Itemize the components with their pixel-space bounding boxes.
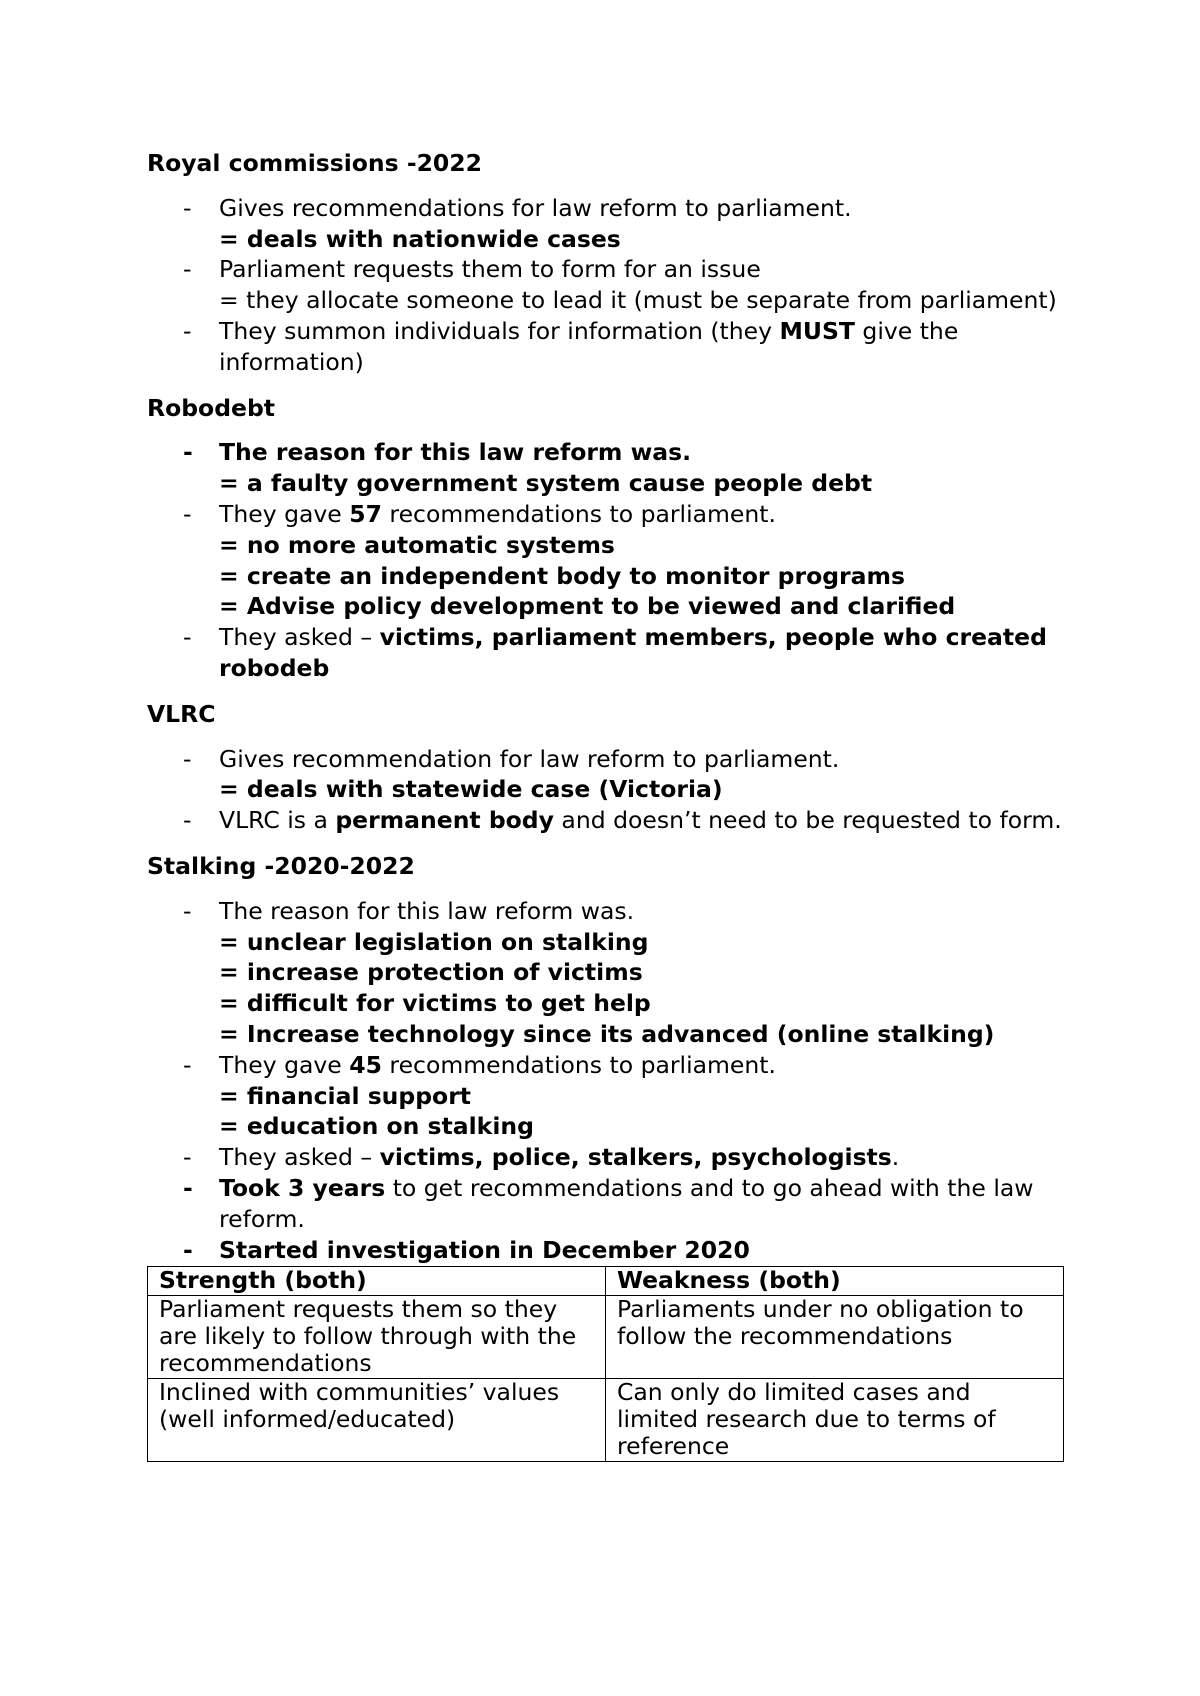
bullet-dash: - bbox=[183, 316, 192, 345]
bullet-dash: - bbox=[183, 1143, 192, 1172]
robodebt-list bbox=[147, 437, 1067, 683]
item-text: They gave bbox=[219, 1050, 350, 1079]
item-subpoint: = Increase technology since its advanced (online stalking) bbox=[219, 1019, 995, 1048]
bullet-dash: - bbox=[183, 1235, 193, 1264]
item-text: They asked – bbox=[219, 623, 380, 652]
item-emphasis: victims, police, stalkers, psychologists bbox=[379, 1143, 892, 1172]
list-item bbox=[147, 499, 1067, 622]
item-subpoint: = create an independent body to monitor programs bbox=[219, 561, 905, 590]
item-text: and doesn’t need to be requested to form. bbox=[553, 806, 1062, 835]
strength-weakness-table bbox=[147, 1266, 1064, 1462]
header-weakness: Weakness (both) bbox=[606, 1267, 1064, 1296]
table-cell: Parliaments under no obligation to follow the recommendations bbox=[606, 1296, 1064, 1379]
bullet-dash: - bbox=[183, 896, 192, 925]
document-page bbox=[147, 148, 1067, 1462]
item-subpoint: = increase protection of victims bbox=[219, 958, 643, 987]
bullet-dash: - bbox=[183, 499, 192, 528]
heading-stalking: Stalking -2020-2022 bbox=[147, 851, 415, 880]
heading-royal-commissions: Royal commissions -2022 bbox=[147, 149, 482, 177]
bullet-dash: - bbox=[183, 623, 192, 652]
bullet-dash: - bbox=[183, 1050, 192, 1079]
bullet-dash: - bbox=[183, 1173, 193, 1202]
item-text: recommendations to parliament. bbox=[381, 499, 776, 528]
item-subpoint: = financial support bbox=[219, 1081, 472, 1110]
item-emphasis: 45 bbox=[349, 1050, 382, 1079]
item-text: to get recommendations and to go ahead with the law reform. bbox=[219, 1173, 1034, 1233]
item-subpoint: = no more automatic systems bbox=[219, 530, 615, 559]
bullet-dash: - bbox=[183, 806, 192, 835]
item-emphasis: 57 bbox=[349, 499, 382, 528]
list-item bbox=[147, 1050, 1067, 1142]
table-row bbox=[148, 1379, 1064, 1462]
item-subpoint: = they allocate someone to lead it (must be separate from parliament) bbox=[219, 286, 1057, 315]
item-text: Gives recommendation for law reform to parliament. bbox=[219, 744, 840, 773]
list-item bbox=[147, 1235, 1067, 1266]
item-subpoint: = a faulty government system cause people debt bbox=[219, 469, 873, 498]
list-item bbox=[147, 622, 1067, 684]
item-text: They gave bbox=[219, 499, 350, 528]
item-subpoint: = deals with nationwide cases bbox=[219, 224, 621, 253]
item-subpoint: = education on stalking bbox=[219, 1112, 534, 1141]
item-text: give the information) bbox=[219, 316, 959, 376]
list-item bbox=[147, 896, 1067, 1050]
table-cell: Inclined with communities’ values (well informed/educated) bbox=[148, 1379, 606, 1462]
bullet-dash: - bbox=[183, 438, 193, 467]
table-cell: Parliament requests them so they are likely to follow through with the recommendations bbox=[148, 1296, 606, 1379]
item-subpoint: = deals with statewide case (Victoria) bbox=[219, 775, 723, 804]
item-emphasis: victims, parliament members, people who created robodeb bbox=[219, 623, 1047, 682]
list-item bbox=[147, 254, 1067, 316]
item-emphasis: Took 3 years bbox=[219, 1173, 386, 1202]
bullet-dash: - bbox=[183, 255, 192, 284]
vlrc-list bbox=[147, 744, 1067, 836]
item-text: VLRC is a bbox=[219, 806, 336, 835]
item-text: They asked – bbox=[219, 1143, 380, 1172]
list-item bbox=[147, 1142, 1067, 1173]
list-item bbox=[147, 193, 1067, 255]
list-item bbox=[147, 1173, 1067, 1235]
table-header-row bbox=[148, 1267, 1064, 1296]
heading-vlrc: VLRC bbox=[147, 699, 216, 728]
item-text: They summon individuals for information (they bbox=[219, 316, 780, 345]
heading-robodebt: Robodebt bbox=[147, 393, 276, 422]
list-item bbox=[147, 805, 1067, 836]
list-item bbox=[147, 744, 1067, 806]
item-emphasis: MUST bbox=[779, 316, 855, 345]
item-subpoint: = unclear legislation on stalking bbox=[219, 927, 649, 956]
stalking-list bbox=[147, 896, 1067, 1266]
item-subpoint: = Advise policy development to be viewed and clarified bbox=[219, 592, 956, 621]
item-emphasis: permanent body bbox=[335, 806, 554, 835]
table-row bbox=[148, 1296, 1064, 1379]
bullet-dash: - bbox=[183, 193, 192, 222]
list-item bbox=[147, 316, 1067, 378]
bullet-dash: - bbox=[183, 744, 192, 773]
table-cell: Can only do limited cases and limited research due to terms of reference bbox=[606, 1379, 1064, 1462]
royal-commissions-list bbox=[147, 193, 1067, 378]
item-text: The reason for this law reform was. bbox=[219, 896, 635, 925]
item-text: recommendations to parliament. bbox=[381, 1050, 776, 1079]
item-text: Gives recommendations for law reform to parliament. bbox=[219, 193, 852, 222]
item-text: Parliament requests them to form for an issue bbox=[219, 255, 761, 284]
item-text: . bbox=[891, 1143, 900, 1172]
header-strength: Strength (both) bbox=[148, 1267, 606, 1296]
item-emphasis: Started investigation in December 2020 bbox=[219, 1235, 750, 1264]
list-item bbox=[147, 437, 1067, 499]
item-text: The reason for this law reform was. bbox=[219, 438, 692, 467]
item-subpoint: = difficult for victims to get help bbox=[219, 989, 651, 1018]
